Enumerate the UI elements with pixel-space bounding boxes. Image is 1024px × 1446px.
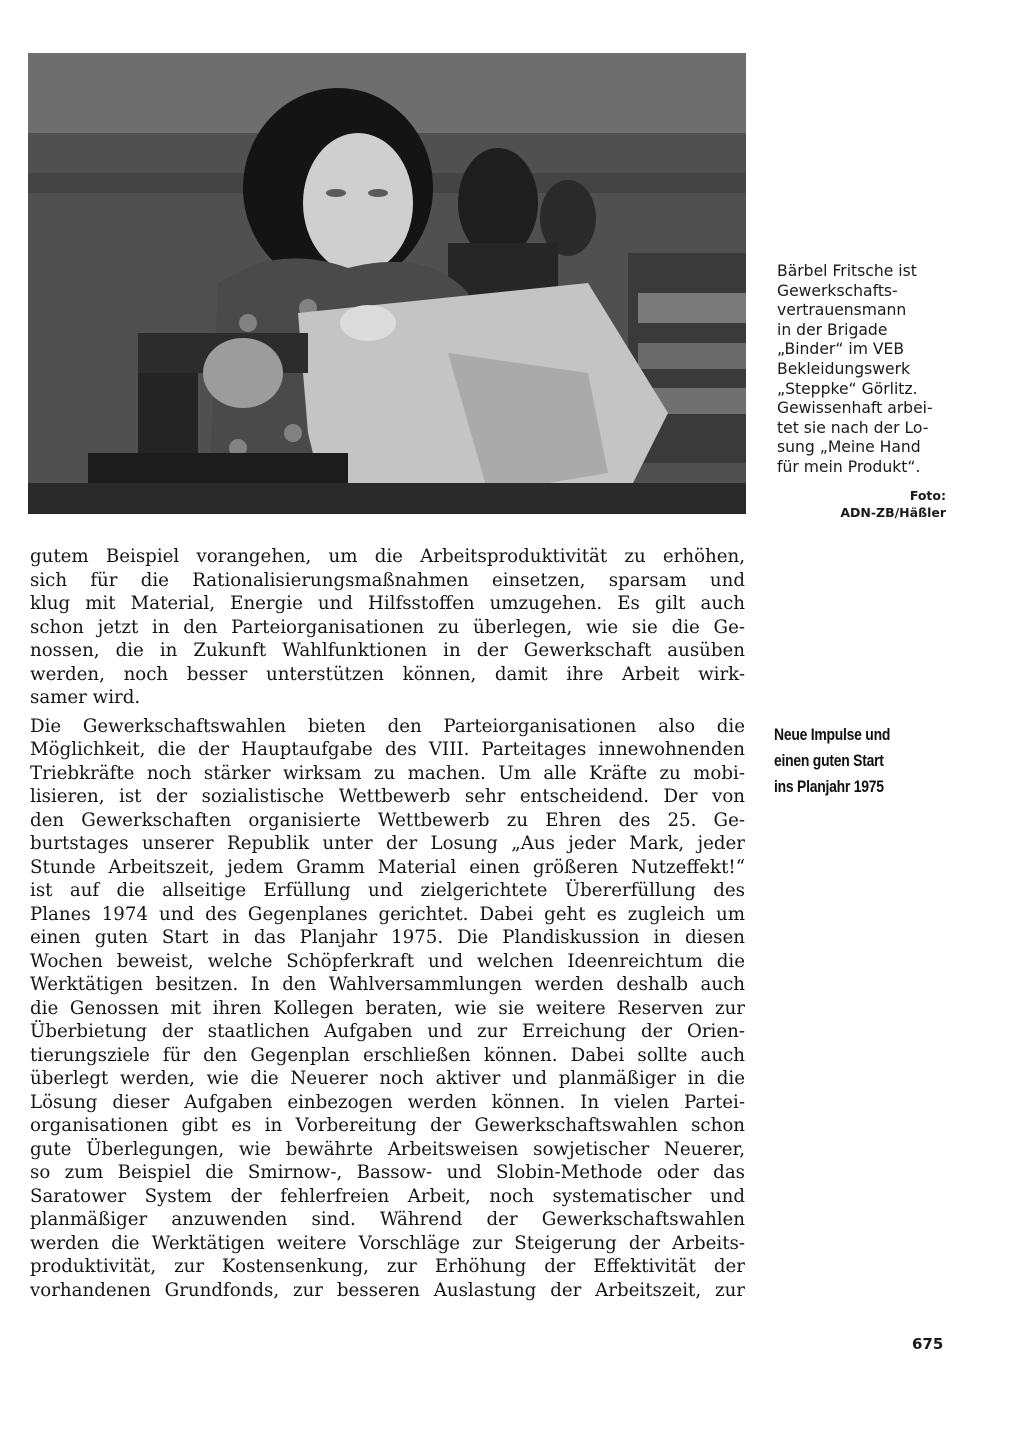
text-line: einen guten Start in das Planjahr 1975. Die Plandiskussion in diesen: [30, 927, 745, 948]
text-line: tierungsziele für den Gegenplan erschließen können. Dabei sollte auch: [30, 1044, 745, 1066]
text-line: Werktätigen besitzen. In den Wahlversammlungen werden deshalb auch: [30, 974, 745, 995]
text-line: produktivität, zur Kostensenkung, zur Erhöhung der Effektivität der: [30, 1256, 745, 1277]
caption-line: Gewissenhaft arbei-: [777, 399, 933, 418]
credit-line: Foto:: [909, 488, 946, 503]
text-line: Wochen beweist, welche Schöpferkraft und welchen Ideenreichtum die: [30, 950, 745, 972]
photo-credit: [818, 487, 946, 521]
caption-line: vertrauensmann: [777, 301, 907, 320]
photo-workers-sewing: [28, 53, 746, 514]
text-line: klug mit Material, Energie und Hilfsstoffen umzugehen. Es gilt auch: [30, 593, 745, 614]
caption-line: Bekleidungswerk: [777, 359, 911, 378]
text-line: werden, noch besser unterstützen können, damit ihre Arbeit wirk-: [30, 663, 745, 685]
text-line: Saratower System der fehlerfreien Arbeit, noch systematischer und: [30, 1185, 745, 1207]
paragraph: [30, 545, 745, 710]
text-line: überlegt werden, wie die Neuerer noch aktiver und planmäßiger in die: [30, 1068, 745, 1089]
text-line: sich für die Rationalisierungsmaßnahmen einsetzen, sparsam und: [30, 569, 745, 591]
caption-line: tet sie nach der Lo-: [777, 418, 929, 437]
margin-heading: [774, 722, 922, 800]
heading-line: ins Planjahr 1975: [774, 777, 884, 796]
article-body: [30, 545, 745, 1302]
text-line: Stunde Arbeitszeit, jedem Gramm Material einen größeren Nutzeffekt!“: [30, 856, 745, 878]
caption-line: sung „Meine Hand: [777, 438, 921, 457]
credit-line: ADN-ZB/Häßler: [840, 505, 946, 520]
heading-line: Neue Impulse und: [774, 725, 891, 744]
caption-line: für mein Produkt“.: [777, 457, 921, 476]
text-line: die Genossen mit ihren Kollegen beraten, wie sie weitere Reserven zur: [30, 997, 745, 1019]
text-line: organisationen gibt es in Vorbereitung der Gewerkschaftswahlen schon: [30, 1115, 745, 1136]
caption-line: in der Brigade: [777, 320, 888, 339]
caption-line: „Steppke“ Görlitz.: [777, 379, 918, 398]
text-line: Überbietung der staatlichen Aufgaben und zur Erreichung der Orien-: [30, 1021, 745, 1042]
page-number: 675: [912, 1335, 944, 1353]
text-line: werden die Werktätigen weitere Vorschläge zur Steigerung der Arbeits-: [30, 1232, 745, 1254]
text-line: Lösung dieser Aufgaben einbezogen werden können. In vielen Partei-: [30, 1091, 745, 1113]
heading-line: einen guten Start: [774, 751, 884, 770]
text-line: so zum Beispiel die Smirnow-, Bassow- und Slobin-Methode oder das: [30, 1162, 745, 1183]
text-line: planmäßiger anzuwenden sind. Während der Gewerkschaftswahlen: [30, 1209, 745, 1230]
photo-workers-sewing-icon: [28, 53, 746, 514]
text-line: samer wird.: [30, 687, 141, 708]
text-line: vorhandenen Grundfonds, zur besseren Auslastung der Arbeitszeit, zur: [30, 1279, 745, 1301]
text-line: nossen, die in Zukunft Wahlfunktionen in der Gewerkschaft ausüben: [30, 640, 745, 661]
text-line: burtstages unserer Republik unter der Losung „Aus jeder Mark, jeder: [30, 833, 745, 854]
caption-line: Bärbel Fritsche ist: [777, 262, 917, 280]
text-line: schon jetzt in den Parteiorganisationen zu überlegen, wie sie die Ge-: [30, 616, 745, 638]
text-line: gute Überlegungen, wie bewährte Arbeitsweisen sowjetischer Neuerer,: [30, 1138, 745, 1160]
caption-line: „Binder“ im VEB: [777, 340, 905, 359]
photo-caption: [777, 262, 977, 478]
text-line: Die Gewerkschaftswahlen bieten den Parteiorganisationen also die: [30, 715, 745, 737]
caption-line: Gewerkschafts-: [777, 281, 898, 300]
text-line: Triebkräfte noch stärker wirksam zu machen. Um alle Kräfte zu mobi-: [30, 762, 745, 784]
paragraph: [30, 715, 745, 1303]
text-line: den Gewerkschaften organisierte Wettbewerb zu Ehren des 25. Ge-: [30, 809, 745, 831]
text-line: Möglichkeit, die der Hauptaufgabe des VIII. Parteitages innewohnenden: [30, 739, 745, 760]
text-line: gutem Beispiel vorangehen, um die Arbeitsproduktivität zu erhöhen,: [30, 546, 745, 567]
text-line: Planes 1974 und des Gegenplanes gerichtet. Dabei geht es zugleich um: [30, 903, 745, 925]
text-line: lisieren, ist der sozialistische Wettbewerb sehr entscheidend. Der von: [30, 786, 745, 807]
text-line: ist auf die allseitige Erfüllung und zielgerichtete Übererfüllung des: [30, 880, 745, 901]
